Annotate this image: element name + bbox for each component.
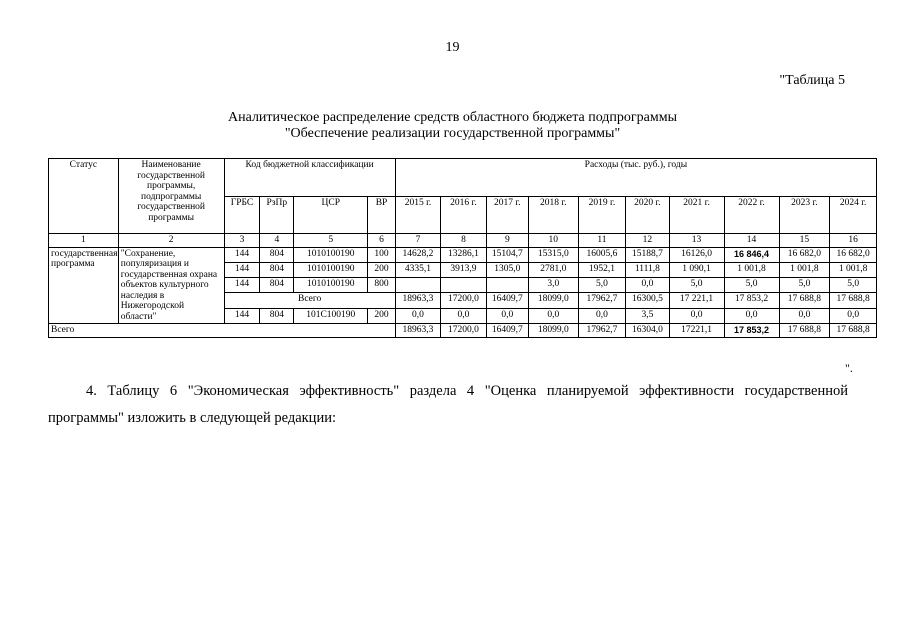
value-cell: 5,0 [724,278,779,293]
value-cell: 16 846,4 [724,247,779,262]
program-name-cell: "Сохранение, популяризация и государственная охрана объектов культурного наследия в Нижегородской области" [118,247,224,324]
value-cell: 17 853,2 [724,324,779,338]
col-number: 4 [260,234,294,248]
value-cell: 0,0 [626,278,669,293]
col-number: 1 [49,234,119,248]
col-number: 12 [626,234,669,248]
status-cell: государственная программа [49,247,119,324]
col-number: 5 [294,234,368,248]
value-cell: 18099,0 [528,293,578,308]
subtotal-label: Всего [224,293,395,308]
value-cell: 16304,0 [626,324,669,338]
value-cell: 0,0 [395,308,440,323]
budget-table [48,158,877,338]
value-cell: 3913,9 [441,262,486,277]
csr-cell: 1010100190 [294,247,368,262]
header-csr: ЦСР [294,196,368,234]
header-year: 2021 г. [669,196,724,234]
table-tag: "Таблица 5 [779,73,845,88]
col-number: 6 [368,234,396,248]
value-cell: 16005,6 [578,247,626,262]
vr-cell: 100 [368,247,396,262]
value-cell: 1 090,1 [669,262,724,277]
grbs-cell: 144 [224,308,260,323]
table-row [49,247,877,262]
value-cell: 17 221,1 [669,293,724,308]
value-cell: 0,0 [779,308,830,323]
vr-cell: 800 [368,278,396,293]
col-number: 7 [395,234,440,248]
value-cell: 16300,5 [626,293,669,308]
header-expenses-group: Расходы (тыс. руб.), годы [395,159,876,197]
value-cell: 16126,0 [669,247,724,262]
header-year: 2019 г. [578,196,626,234]
value-cell: 5,0 [830,278,877,293]
value-cell: 13286,1 [441,247,486,262]
grbs-cell: 144 [224,278,260,293]
csr-cell: 1010100190 [294,278,368,293]
header-name: Наименование государственной программы, подпрограммы государственной программы [118,159,224,234]
value-cell: 15315,0 [528,247,578,262]
col-number: 2 [118,234,224,248]
value-cell: 17 688,8 [779,324,830,338]
body-paragraph: 4. Таблицу 6 "Экономическая эффективность" раздела 4 "Оценка планируемой эффективности государственной программы" изложить в следующей редакции: [48,383,848,426]
value-cell: 14628,2 [395,247,440,262]
value-cell: 5,0 [669,278,724,293]
value-cell: 18963,3 [395,324,440,338]
value-cell: 2781,0 [528,262,578,277]
value-cell: 1 001,8 [830,262,877,277]
header-grbs: ГРБС [224,196,260,234]
rzpr-cell: 804 [260,247,294,262]
total-row [49,324,877,338]
value-cell: 16409,7 [486,324,528,338]
value-cell: 17962,7 [578,324,626,338]
header-code-group: Код бюджетной классификации [224,159,395,197]
value-cell: 0,0 [578,308,626,323]
column-number-row [49,234,877,248]
value-cell: 16409,7 [486,293,528,308]
col-number: 10 [528,234,578,248]
header-year: 2015 г. [395,196,440,234]
header-rzpr: РзПр [260,196,294,234]
value-cell [486,278,528,293]
value-cell: 1952,1 [578,262,626,277]
header-row-1 [49,159,877,197]
value-cell: 17 688,8 [779,293,830,308]
vr-cell: 200 [368,308,396,323]
value-cell: 16 682,0 [830,247,877,262]
col-number: 9 [486,234,528,248]
table-title [0,110,905,142]
value-cell: 17 688,8 [830,293,877,308]
closing-quote: ". [845,361,853,375]
header-vr: ВР [368,196,396,234]
value-cell: 0,0 [441,308,486,323]
value-cell: 17 688,8 [830,324,877,338]
title-line-1: Аналитическое распределение средств областного бюджета подпрограммы [228,110,677,125]
value-cell: 0,0 [724,308,779,323]
rzpr-cell: 804 [260,278,294,293]
header-year: 2018 г. [528,196,578,234]
grbs-cell: 144 [224,262,260,277]
value-cell: 17221,1 [669,324,724,338]
value-cell: 0,0 [669,308,724,323]
value-cell: 1305,0 [486,262,528,277]
value-cell: 5,0 [578,278,626,293]
value-cell: 17962,7 [578,293,626,308]
value-cell: 3,0 [528,278,578,293]
value-cell: 17200,0 [441,324,486,338]
grbs-cell: 144 [224,247,260,262]
value-cell: 1111,8 [626,262,669,277]
value-cell: 1 001,8 [779,262,830,277]
value-cell: 5,0 [779,278,830,293]
col-number: 16 [830,234,877,248]
value-cell [441,278,486,293]
header-year: 2023 г. [779,196,830,234]
value-cell: 15188,7 [626,247,669,262]
header-year: 2017 г. [486,196,528,234]
col-number: 13 [669,234,724,248]
value-cell [395,278,440,293]
value-cell: 0,0 [830,308,877,323]
value-cell: 18963,3 [395,293,440,308]
value-cell: 16 682,0 [779,247,830,262]
vr-cell: 200 [368,262,396,277]
header-year: 2016 г. [441,196,486,234]
value-cell: 17 853,2 [724,293,779,308]
col-number: 8 [441,234,486,248]
col-number: 14 [724,234,779,248]
value-cell: 3,5 [626,308,669,323]
total-label: Всего [49,324,396,338]
col-number: 3 [224,234,260,248]
value-cell: 0,0 [486,308,528,323]
header-year: 2020 г. [626,196,669,234]
page-number: 19 [445,40,460,55]
csr-cell: 1010100190 [294,262,368,277]
title-line-2: "Обеспечение реализации государственной программы" [284,126,621,141]
value-cell: 17200,0 [441,293,486,308]
header-status: Статус [49,159,119,234]
col-number: 15 [779,234,830,248]
value-cell: 18099,0 [528,324,578,338]
rzpr-cell: 804 [260,308,294,323]
rzpr-cell: 804 [260,262,294,277]
csr-cell: 101С100190 [294,308,368,323]
value-cell: 4335,1 [395,262,440,277]
value-cell: 15104,7 [486,247,528,262]
value-cell: 0,0 [528,308,578,323]
value-cell: 1 001,8 [724,262,779,277]
header-year: 2022 г. [724,196,779,234]
col-number: 11 [578,234,626,248]
header-year: 2024 г. [830,196,877,234]
